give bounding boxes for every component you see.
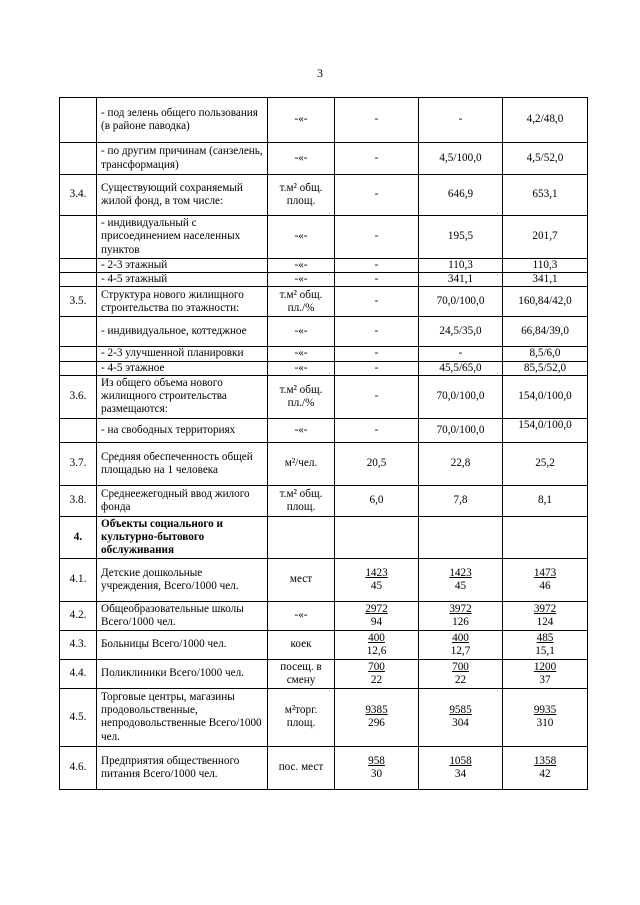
- row-number: 3.4.: [60, 175, 97, 216]
- row-value-1: 6,0: [335, 485, 419, 516]
- table-row: [60, 418, 588, 442]
- row-unit: посещ. в смену: [268, 659, 335, 688]
- value-per-1000: 124: [536, 615, 554, 628]
- row-number: 3.8.: [60, 485, 97, 516]
- row-value-2: 646,9: [419, 175, 503, 216]
- row-value-1: [335, 601, 419, 630]
- row-indicator-name: Средняя обеспеченность общей площадью на 1 человека: [97, 442, 268, 485]
- row-value-3: 66,84/39,0: [503, 317, 588, 347]
- value-per-1000: 45: [370, 579, 383, 592]
- row-value-2: 195,5: [419, 216, 503, 259]
- row-value-2: -: [419, 98, 503, 143]
- value-total: 958: [368, 754, 385, 767]
- row-unit: коек: [268, 630, 335, 659]
- row-value-1: 20,5: [335, 442, 419, 485]
- row-unit: -«-: [268, 418, 335, 442]
- table-row: [60, 630, 588, 659]
- row-value-3: 25,2: [503, 442, 588, 485]
- row-value-1: -: [335, 175, 419, 216]
- value-per-1000: 94: [370, 615, 383, 628]
- row-value-2: [419, 516, 503, 558]
- row-value-2: 70,0/100,0: [419, 418, 503, 442]
- row-value-3: [503, 746, 588, 789]
- row-value-2: 70,0/100,0: [419, 375, 503, 418]
- row-indicator-name: - индивидуальное, коттеджное: [97, 317, 268, 347]
- row-number: 3.7.: [60, 442, 97, 485]
- row-unit: -«-: [268, 216, 335, 259]
- row-value-1: -: [335, 259, 419, 273]
- value-per-1000: 42: [539, 767, 551, 780]
- row-number: [60, 98, 97, 143]
- row-number: [60, 216, 97, 259]
- row-unit: -«-: [268, 98, 335, 143]
- table-row: [60, 746, 588, 789]
- row-value-1: [335, 558, 419, 601]
- row-indicator-name: Торговые центры, магазины продовольственные, непродовольственные Всего/1000 чел.: [97, 688, 268, 746]
- row-value-1: -: [335, 418, 419, 442]
- table-row: [60, 317, 588, 347]
- row-number: [60, 273, 97, 287]
- page-number: 3: [317, 66, 323, 80]
- row-number: 4.4.: [60, 659, 97, 688]
- table-row: [60, 485, 588, 516]
- row-value-3: 201,7: [503, 216, 588, 259]
- row-value-2: 7,8: [419, 485, 503, 516]
- value-per-1000: 22: [370, 673, 383, 686]
- value-total: 9585: [449, 704, 472, 717]
- row-value-3: 4,5/52,0: [503, 143, 588, 175]
- row-unit: -«-: [268, 317, 335, 347]
- row-value-2: [419, 558, 503, 601]
- row-indicator-name: Объекты социального и культурно-бытового обслуживания: [97, 516, 268, 558]
- row-indicator-name: - 2-3 улучшенной планировки: [97, 347, 268, 361]
- value-total: 1423: [449, 566, 472, 579]
- table-row: [60, 273, 588, 287]
- value-total: 1200: [533, 660, 557, 673]
- row-unit: -«-: [268, 273, 335, 287]
- row-value-2: [419, 601, 503, 630]
- row-number: 4.6.: [60, 746, 97, 789]
- row-indicator-name: Поликлиники Всего/1000 чел.: [97, 659, 268, 688]
- row-value-2: 70,0/100,0: [419, 287, 503, 317]
- row-value-1: -: [335, 361, 419, 375]
- row-value-3: 110,3: [503, 259, 588, 273]
- row-value-2: [419, 746, 503, 789]
- value-per-1000: 30: [370, 767, 383, 780]
- row-unit: мест: [268, 558, 335, 601]
- row-unit: [268, 516, 335, 558]
- row-number: 4.: [60, 516, 97, 558]
- value-per-1000: 37: [539, 673, 551, 686]
- row-value-2: 24,5/35,0: [419, 317, 503, 347]
- table-row: [60, 287, 588, 317]
- row-value-3: 341,1: [503, 273, 588, 287]
- indicators-table: [59, 97, 588, 790]
- row-value-3: 160,84/42,0: [503, 287, 588, 317]
- row-value-1: -: [335, 287, 419, 317]
- value-total: 1473: [533, 566, 557, 579]
- row-value-2: 45,5/65,0: [419, 361, 503, 375]
- value-per-1000: 34: [454, 767, 467, 780]
- row-value-3: 154,0/100,0: [503, 375, 588, 418]
- row-value-3: [503, 688, 588, 746]
- row-unit: т.м² общ. пл./%: [268, 287, 335, 317]
- row-number: 3.6.: [60, 375, 97, 418]
- row-value-2: -: [419, 347, 503, 361]
- row-value-1: [335, 630, 419, 659]
- row-value-2: 4,5/100,0: [419, 143, 503, 175]
- value-total: 400: [452, 631, 469, 644]
- row-value-1: -: [335, 216, 419, 259]
- table-row: [60, 659, 588, 688]
- row-unit: т.м² общ. площ.: [268, 485, 335, 516]
- row-unit: м²/чел.: [268, 442, 335, 485]
- value-per-1000: 46: [539, 579, 551, 592]
- row-indicator-name: - на свободных территориях: [97, 418, 268, 442]
- table-row: [60, 175, 588, 216]
- value-total: 485: [536, 631, 554, 644]
- value-per-1000: 310: [536, 717, 554, 730]
- row-value-3: [503, 659, 588, 688]
- table-row: [60, 442, 588, 485]
- row-number: [60, 418, 97, 442]
- value-total: 3972: [533, 602, 557, 615]
- row-indicator-name: - по другим причинам (санзелень, трансформация): [97, 143, 268, 175]
- table-row: [60, 98, 588, 143]
- value-total: 700: [452, 660, 469, 673]
- row-indicator-name: Предприятия общественного питания Всего/1000 чел.: [97, 746, 268, 789]
- row-value-2: 110,3: [419, 259, 503, 273]
- row-number: [60, 317, 97, 347]
- table-row: [60, 375, 588, 418]
- row-value-3: 8,1: [503, 485, 588, 516]
- row-value-3: 4,2/48,0: [503, 98, 588, 143]
- row-value-3: 85,5/52,0: [503, 361, 588, 375]
- value-per-1000: 12,7: [450, 644, 471, 657]
- value-total: 9385: [365, 704, 388, 717]
- row-unit: -«-: [268, 361, 335, 375]
- row-unit: т.м² общ. площ.: [268, 175, 335, 216]
- row-value-1: -: [335, 347, 419, 361]
- row-unit: -«-: [268, 143, 335, 175]
- row-number: [60, 259, 97, 273]
- table-row: [60, 216, 588, 259]
- table-row: [60, 143, 588, 175]
- value-per-1000: 296: [368, 717, 385, 730]
- table-row: [60, 601, 588, 630]
- row-indicator-name: Из общего объема нового жилищного строительства размещаются:: [97, 375, 268, 418]
- row-unit: -«-: [268, 601, 335, 630]
- row-number: 3.5.: [60, 287, 97, 317]
- row-indicator-name: - 2-3 этажный: [97, 259, 268, 273]
- row-value-3: [503, 558, 588, 601]
- table-row: [60, 516, 588, 558]
- row-indicator-name: Структура нового жилищного строительства по этажности:: [97, 287, 268, 317]
- table-row: [60, 347, 588, 361]
- value-per-1000: 304: [452, 717, 469, 730]
- value-total: 700: [368, 660, 385, 673]
- row-value-3: [503, 516, 588, 558]
- row-unit: -«-: [268, 259, 335, 273]
- row-value-1: -: [335, 143, 419, 175]
- row-value-3: 8,5/6,0: [503, 347, 588, 361]
- row-number: [60, 143, 97, 175]
- row-value-1: -: [335, 273, 419, 287]
- row-value-2: 341,1: [419, 273, 503, 287]
- row-number: [60, 361, 97, 375]
- value-per-1000: 22: [454, 673, 467, 686]
- row-value-2: [419, 630, 503, 659]
- row-value-1: [335, 516, 419, 558]
- table-row: [60, 558, 588, 601]
- row-value-1: [335, 659, 419, 688]
- row-value-1: -: [335, 317, 419, 347]
- row-value-3: [503, 630, 588, 659]
- row-unit: м²торг. площ.: [268, 688, 335, 746]
- row-indicator-name: - 4-5 этажный: [97, 273, 268, 287]
- value-total: 9935: [533, 704, 557, 717]
- table-row: [60, 361, 588, 375]
- row-number: 4.2.: [60, 601, 97, 630]
- value-per-1000: 126: [452, 615, 469, 628]
- row-number: [60, 347, 97, 361]
- row-value-2: [419, 659, 503, 688]
- row-indicator-name: - под зелень общего пользования (в районе паводка): [97, 98, 268, 143]
- row-value-3: 154,0/100,0: [503, 418, 588, 442]
- row-indicator-name: Среднеежегодный ввод жилого фонда: [97, 485, 268, 516]
- row-value-2: 22,8: [419, 442, 503, 485]
- row-number: 4.3.: [60, 630, 97, 659]
- row-unit: пос. мест: [268, 746, 335, 789]
- row-value-1: [335, 746, 419, 789]
- row-indicator-name: Общеобразовательные школы Всего/1000 чел.: [97, 601, 268, 630]
- row-indicator-name: - индивидуальный с присоединением населенных пунктов: [97, 216, 268, 259]
- row-indicator-name: Детские дошкольные учреждения, Всего/1000 чел.: [97, 558, 268, 601]
- row-value-1: -: [335, 375, 419, 418]
- row-value-1: [335, 688, 419, 746]
- value-total: 400: [368, 631, 385, 644]
- row-value-3: [503, 601, 588, 630]
- row-indicator-name: Существующий сохраняемый жилой фонд, в том числе:: [97, 175, 268, 216]
- row-value-2: [419, 688, 503, 746]
- value-total: 2972: [365, 602, 388, 615]
- value-per-1000: 12,6: [366, 644, 387, 657]
- table-row: [60, 259, 588, 273]
- value-total: 1058: [449, 754, 472, 767]
- row-value-1: -: [335, 98, 419, 143]
- value-per-1000: 45: [454, 579, 467, 592]
- row-value-3: 653,1: [503, 175, 588, 216]
- row-number: 4.5.: [60, 688, 97, 746]
- value-per-1000: 15,1: [535, 644, 555, 657]
- value-total: 3972: [449, 602, 472, 615]
- row-number: 4.1.: [60, 558, 97, 601]
- value-total: 1358: [533, 754, 557, 767]
- row-indicator-name: Больницы Всего/1000 чел.: [97, 630, 268, 659]
- row-indicator-name: - 4-5 этажное: [97, 361, 268, 375]
- row-unit: т.м² общ. пл./%: [268, 375, 335, 418]
- table-row: [60, 688, 588, 746]
- row-unit: -«-: [268, 347, 335, 361]
- value-total: 1423: [365, 566, 388, 579]
